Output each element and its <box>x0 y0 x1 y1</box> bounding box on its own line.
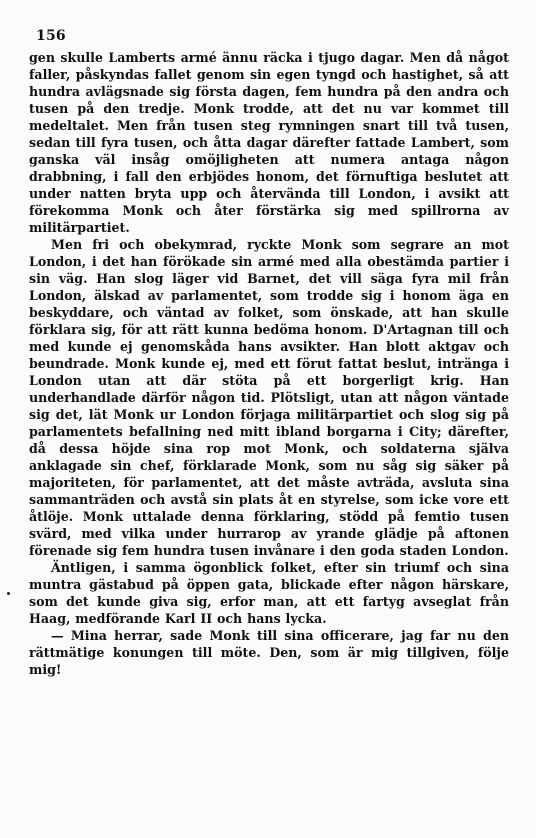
paragraph-4: — Mina herrar, sade Monk till sina officerare, jag far nu den rättmätige konungen till möte. Den, som är mig tillgiven, följe mig! <box>29 628 509 677</box>
paragraph-2: Men fri och obekymrad, ryckte Monk som segrare an mot London, i det han förökade sin armé med alla obestämda partier i sin väg. Han slog läger vid Barnet, det vill säga fyra mil från London, älskad av parlamentet, som trodde sig i honom äga en beskyddare, och väntad av folket, som önskade, att han skulle förklara sig, för att rätt kunna bedöma honom. D'Artagnan till och med kunde ej genomskåda hans avsikter. Han blott aktgav och beundrade. Monk kunde ej, med ett förut fattat beslut, inträngа i London utan att där stöta på ett borgerligt krig. Han underhandlade därför någon tid. Plötsligt, utan att någon väntade sig det, lät Monk ur London förjaga militärpartiet och slog sig på parlamentets befallning ned mitt ibland borgarna i City; därefter, då dessa höjde sina rop mot Monk, och soldaterna själva anklagade sin chef, förklarade Monk, som nu såg sig säker på majoriteten, för parlamentet, att det måste avträda, avsluta sina sammanträden och avstå sin plats åt en styrelse, som icke vore ett åtlöje. Monk uttalade denna förklaring, stödd på femtio tusen svärd, med vilka under hurrarop av yrande glädje på aftonen förenade sig fem hundra tusen invånare i den goda staden London. <box>29 237 509 558</box>
paragraph-3: Äntligen, i samma ögonblick folket, efter sin triumf och sina muntra gästabud på öppen gata, blickade efter någon härskare, som det kunde giva sig, erfor man, att ett fartyg avseglat från Haag, medförande Karl II och hans lycka. <box>29 560 509 626</box>
paragraph-1: gen skulle Lamberts armé ännu räcka i tjugo dagar. Men då något faller, påskyndas fallet genom sin egen tyngd och hastighet, så att hundra avlägsnade sig första dagen, fem hundra på den andra och tusen på den tredje. Monk trodde, att det nu var kommet till medeltalet. Men från tusen steg rymningen snart till två tusen, sedan till fyra tusen, och åtta dagar därefter fattade Lambert, som ganska väl insåg omöjligheten att numera antaga någon drabbning, i fall den erbjödes honom, det förnuftiga beslutet att under natten bryta upp och återvända till London, i avsikt att förekomma Monk och åter förstärka sig med spillrorna av militärpartiet. <box>29 50 509 235</box>
page-number: 156 <box>36 28 66 44</box>
page-text <box>29 49 509 678</box>
margin-mark <box>7 592 10 595</box>
